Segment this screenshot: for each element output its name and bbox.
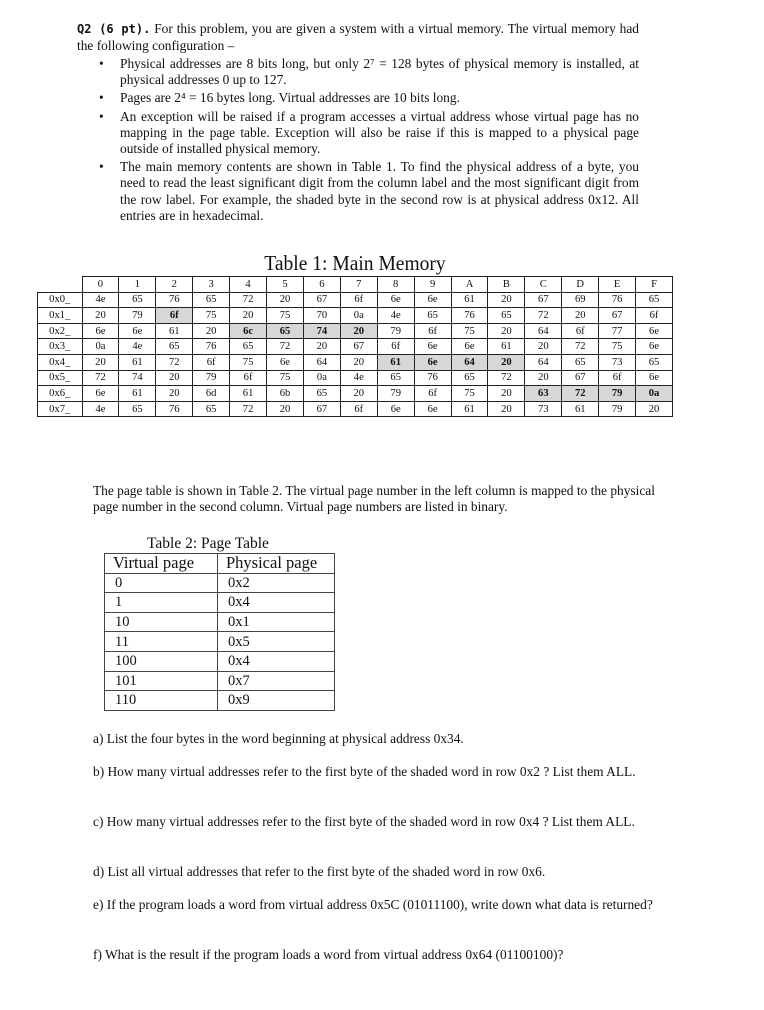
memory-cell: 20 (82, 354, 119, 370)
virtual-page-cell: 10 (105, 612, 218, 632)
memory-cell: 75 (267, 370, 304, 386)
memory-cell: 20 (267, 292, 304, 308)
memory-cell: 69 (562, 292, 599, 308)
page-table-description: The page table is shown in Table 2. The virtual page number in the left column is mapped to the physical page number in the second column. Virtual page numbers are listed in binary. (93, 483, 655, 515)
memory-cell: 61 (156, 323, 193, 339)
memory-cell: 65 (156, 339, 193, 355)
memory-cell: 67 (562, 370, 599, 386)
memory-cell: 20 (562, 308, 599, 324)
page-table-row (105, 612, 335, 632)
virtual-page-cell: 110 (105, 691, 218, 711)
memory-cell: 6e (377, 292, 414, 308)
memory-cell: 79 (377, 323, 414, 339)
page-table-row (105, 573, 335, 593)
virtual-page-cell: 1 (105, 593, 218, 613)
column-label: 2 (156, 277, 193, 293)
subquestion-a: a) List the four bytes in the word beginning at physical address 0x34. (93, 731, 464, 746)
memory-cell: 6e (377, 401, 414, 417)
memory-cell: 20 (230, 308, 267, 324)
memory-cell: 70 (303, 308, 340, 324)
memory-cell: 72 (488, 370, 525, 386)
memory-cell: 74 (119, 370, 156, 386)
memory-cell: 20 (488, 401, 525, 417)
row-label: 0x1_ (38, 308, 83, 324)
memory-cell: 75 (599, 339, 636, 355)
memory-cell: 20 (488, 292, 525, 308)
bullet-item (77, 159, 639, 224)
physical-page-cell: 0x2 (218, 573, 335, 593)
memory-cell: 72 (525, 308, 562, 324)
memory-row (38, 386, 673, 402)
memory-cell: 0a (303, 370, 340, 386)
virtual-page-cell: 0 (105, 573, 218, 593)
memory-cell: 76 (451, 308, 488, 324)
memory-cell: 6e (82, 323, 119, 339)
memory-cell: 6f (414, 323, 451, 339)
main-memory-table (37, 276, 673, 417)
memory-cell: 20 (156, 370, 193, 386)
bullet-icon: • (99, 56, 104, 71)
memory-cell: 75 (193, 308, 230, 324)
memory-row (38, 308, 673, 324)
bullet-text: The main memory contents are shown in Table 1. To find the physical address of a byte, you need to read the least significant digit from the column label and the most significant digit from the row label. For example, the shaded byte in the second row is at physical address 0x12. All entries are in hexadecimal. (120, 159, 639, 223)
memory-cell: 72 (82, 370, 119, 386)
memory-cell: 20 (267, 401, 304, 417)
corner-cell (38, 277, 83, 293)
memory-cell: 67 (340, 339, 377, 355)
column-label: E (599, 277, 636, 293)
memory-cell: 6e (267, 354, 304, 370)
memory-cell: 6f (377, 339, 414, 355)
column-label: 4 (230, 277, 267, 293)
column-label: 0 (82, 277, 119, 293)
memory-cell: 6f (636, 308, 673, 324)
physical-page-cell: 0x1 (218, 612, 335, 632)
memory-cell: 72 (562, 339, 599, 355)
memory-cell: 79 (119, 308, 156, 324)
page-table-header-row (105, 554, 335, 574)
column-label: B (488, 277, 525, 293)
memory-cell: 76 (156, 401, 193, 417)
memory-cell: 76 (193, 339, 230, 355)
memory-cell: 76 (414, 370, 451, 386)
row-label: 0x7_ (38, 401, 83, 417)
virtual-page-cell: 11 (105, 632, 218, 652)
column-label: 1 (119, 277, 156, 293)
shaded-memory-cell: 65 (267, 323, 304, 339)
table1-caption: Table 1: Main Memory (264, 251, 446, 275)
row-label: 0x2_ (38, 323, 83, 339)
memory-row (38, 354, 673, 370)
bullet-text: An exception will be raised if a program accesses a virtual address whose virtual page has no mapping in the page table. Exception will also be raise if this is mapped to a physical page outside of installed physical memory. (120, 108, 639, 157)
memory-cell: 72 (230, 401, 267, 417)
subquestion-c: c) How many virtual addresses refer to the first byte of the shaded word in row 0x4 ? List them ALL. (93, 814, 635, 829)
memory-cell: 76 (156, 292, 193, 308)
memory-cell: 6f (562, 323, 599, 339)
shaded-memory-cell: 64 (451, 354, 488, 370)
memory-cell: 72 (267, 339, 304, 355)
memory-cell: 64 (525, 323, 562, 339)
memory-cell: 20 (636, 401, 673, 417)
virtual-page-header: Virtual page (105, 554, 218, 574)
memory-cell: 61 (451, 401, 488, 417)
page-table-row (105, 632, 335, 652)
memory-cell: 67 (303, 292, 340, 308)
column-label: D (562, 277, 599, 293)
memory-cell: 0a (340, 308, 377, 324)
bullet-text: Physical addresses are 8 bits long, but only 2⁷ = 128 bytes of physical memory is installed, at physical addresses 0 up to 127. (120, 56, 639, 88)
memory-cell: 6e (451, 339, 488, 355)
physical-page-cell: 0x7 (218, 671, 335, 691)
physical-page-header: Physical page (218, 554, 335, 574)
memory-cell: 67 (599, 308, 636, 324)
physical-page-cell: 0x5 (218, 632, 335, 652)
memory-cell: 6b (267, 386, 304, 402)
memory-row (38, 401, 673, 417)
memory-cell: 75 (451, 323, 488, 339)
memory-cell: 20 (488, 386, 525, 402)
memory-cell: 61 (230, 386, 267, 402)
page-table-row (105, 651, 335, 671)
bullet-icon: • (99, 90, 104, 106)
shaded-memory-cell: 6c (230, 323, 267, 339)
memory-cell: 61 (562, 401, 599, 417)
memory-cell: 4e (119, 339, 156, 355)
subquestion-e: e) If the program loads a word from virtual address 0x5C (01011100), write down what data is returned? (93, 897, 653, 912)
memory-cell: 20 (193, 323, 230, 339)
shaded-memory-cell: 20 (488, 354, 525, 370)
virtual-page-cell: 100 (105, 651, 218, 671)
memory-cell: 65 (636, 354, 673, 370)
memory-cell: 6e (414, 401, 451, 417)
memory-cell: 6f (340, 292, 377, 308)
column-label: A (451, 277, 488, 293)
memory-cell: 72 (156, 354, 193, 370)
memory-cell: 65 (636, 292, 673, 308)
column-label: 8 (377, 277, 414, 293)
memory-cell: 65 (119, 401, 156, 417)
memory-cell: 6e (414, 292, 451, 308)
memory-cell: 73 (525, 401, 562, 417)
memory-row (38, 292, 673, 308)
memory-cell: 20 (303, 339, 340, 355)
memory-cell: 64 (303, 354, 340, 370)
subquestion-d: d) List all virtual addresses that refer to the first byte of the shaded word in row 0x6. (93, 864, 546, 879)
bullet-text: Pages are 2⁴ = 16 bytes long. Virtual addresses are 10 bits long. (120, 90, 460, 106)
row-label: 0x6_ (38, 386, 83, 402)
memory-cell: 20 (525, 339, 562, 355)
page-table-row (105, 593, 335, 613)
memory-cell: 76 (599, 292, 636, 308)
memory-cell: 0a (82, 339, 119, 355)
question-header (77, 21, 639, 54)
memory-cell: 20 (340, 386, 377, 402)
page-table-row (105, 691, 335, 711)
memory-cell: 65 (414, 308, 451, 324)
memory-cell: 65 (193, 292, 230, 308)
column-label: 9 (414, 277, 451, 293)
column-label: 5 (267, 277, 304, 293)
bullet-item (77, 90, 639, 106)
subquestion-b: b) How many virtual addresses refer to the first byte of the shaded word in row 0x2 ? List them ALL. (93, 764, 636, 779)
physical-page-cell: 0x9 (218, 691, 335, 711)
shaded-memory-cell: 63 (525, 386, 562, 402)
memory-header-row (38, 277, 673, 293)
shaded-memory-cell: 61 (377, 354, 414, 370)
memory-cell: 65 (303, 386, 340, 402)
column-label: C (525, 277, 562, 293)
memory-cell: 6e (636, 339, 673, 355)
memory-cell: 4e (82, 292, 119, 308)
physical-page-cell: 0x4 (218, 593, 335, 613)
config-bullet-list (77, 56, 639, 226)
table2-caption: Table 2: Page Table (147, 535, 269, 552)
memory-cell: 65 (562, 354, 599, 370)
memory-cell: 73 (599, 354, 636, 370)
memory-cell: 20 (340, 354, 377, 370)
bullet-icon: • (99, 108, 104, 124)
memory-cell: 6e (636, 323, 673, 339)
virtual-page-cell: 101 (105, 671, 218, 691)
bullet-item (77, 56, 639, 88)
column-label: 3 (193, 277, 230, 293)
memory-cell: 65 (230, 339, 267, 355)
row-label: 0x0_ (38, 292, 83, 308)
memory-cell: 6e (636, 370, 673, 386)
subquestion-f: f) What is the result if the program loads a word from virtual address 0x64 (01100100)? (93, 947, 564, 962)
memory-cell: 6e (119, 323, 156, 339)
memory-cell: 72 (230, 292, 267, 308)
physical-page-cell: 0x4 (218, 651, 335, 671)
memory-cell: 6f (599, 370, 636, 386)
row-label: 0x3_ (38, 339, 83, 355)
memory-cell: 75 (451, 386, 488, 402)
memory-cell: 67 (303, 401, 340, 417)
row-label: 0x5_ (38, 370, 83, 386)
memory-cell: 75 (230, 354, 267, 370)
column-label: 7 (340, 277, 377, 293)
memory-cell: 65 (451, 370, 488, 386)
memory-cell: 79 (193, 370, 230, 386)
memory-cell: 20 (525, 370, 562, 386)
page-table (104, 553, 335, 711)
page-table-row (105, 671, 335, 691)
bullet-item (77, 109, 639, 158)
column-label: F (636, 277, 673, 293)
memory-cell: 6f (340, 401, 377, 417)
memory-cell: 67 (525, 292, 562, 308)
memory-cell: 65 (193, 401, 230, 417)
memory-cell: 61 (451, 292, 488, 308)
question-intro: For this problem, you are given a system with a virtual memory. The virtual memory had the following configuration – (77, 21, 639, 53)
memory-cell: 6f (193, 354, 230, 370)
memory-cell: 65 (488, 308, 525, 324)
memory-cell: 61 (119, 354, 156, 370)
memory-row (38, 370, 673, 386)
row-label: 0x4_ (38, 354, 83, 370)
memory-cell: 4e (82, 401, 119, 417)
shaded-memory-cell: 6e (414, 354, 451, 370)
memory-cell: 64 (525, 354, 562, 370)
memory-cell: 65 (119, 292, 156, 308)
column-label: 6 (303, 277, 340, 293)
memory-cell: 79 (599, 401, 636, 417)
memory-cell: 6e (414, 339, 451, 355)
shaded-memory-cell: 6f (156, 308, 193, 324)
memory-cell: 75 (267, 308, 304, 324)
memory-cell: 79 (377, 386, 414, 402)
memory-cell: 65 (377, 370, 414, 386)
shaded-memory-cell: 72 (562, 386, 599, 402)
bullet-icon: • (99, 159, 104, 175)
memory-cell: 77 (599, 323, 636, 339)
question-label: Q2 (6 pt). (77, 22, 151, 36)
shaded-memory-cell: 20 (340, 323, 377, 339)
memory-cell: 20 (82, 308, 119, 324)
memory-cell: 20 (156, 386, 193, 402)
memory-cell: 61 (488, 339, 525, 355)
memory-cell: 4e (377, 308, 414, 324)
memory-row (38, 339, 673, 355)
memory-cell: 6d (193, 386, 230, 402)
memory-cell: 61 (119, 386, 156, 402)
shaded-memory-cell: 0a (636, 386, 673, 402)
memory-row (38, 323, 673, 339)
memory-cell: 20 (488, 323, 525, 339)
memory-cell: 6e (82, 386, 119, 402)
shaded-memory-cell: 79 (599, 386, 636, 402)
shaded-memory-cell: 74 (303, 323, 340, 339)
memory-cell: 4e (340, 370, 377, 386)
memory-cell: 6f (230, 370, 267, 386)
memory-cell: 6f (414, 386, 451, 402)
